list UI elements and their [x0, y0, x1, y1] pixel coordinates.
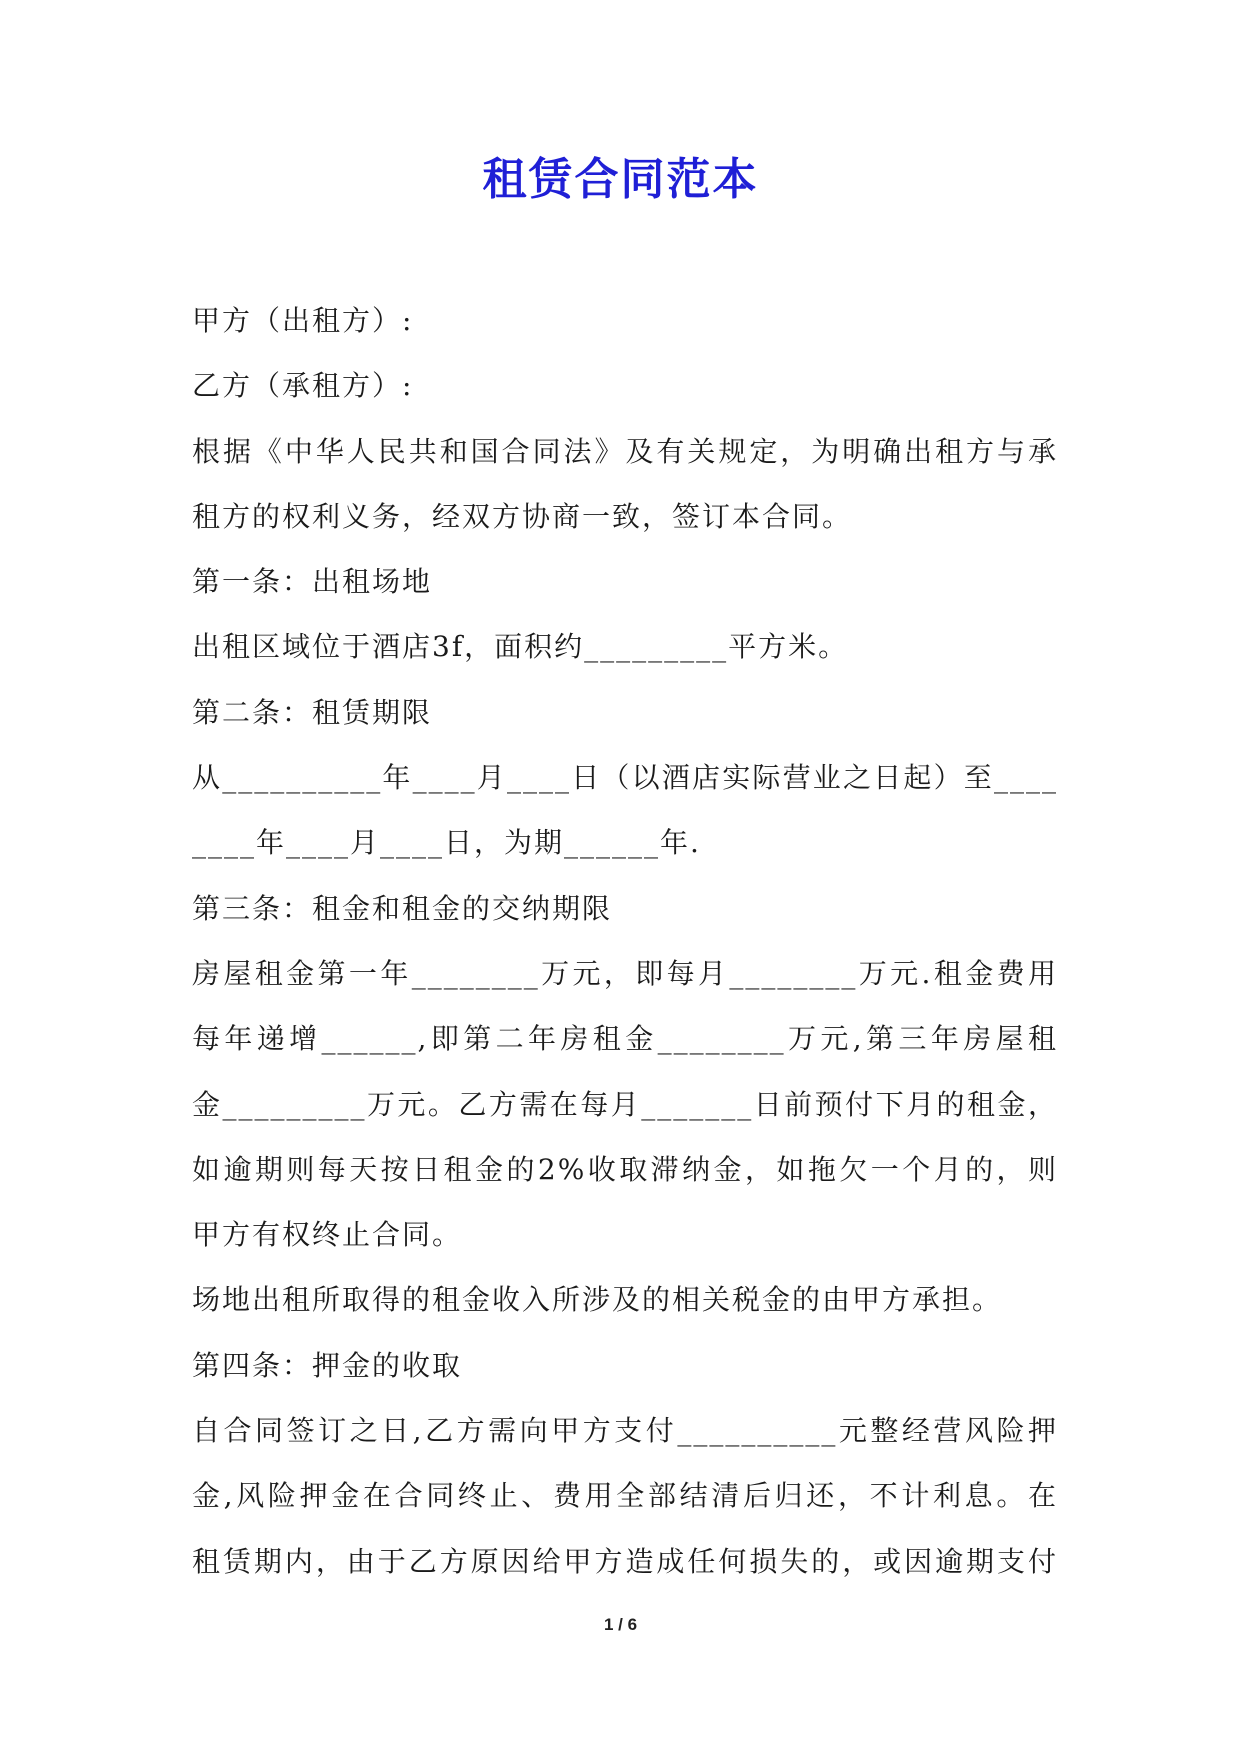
- preamble-line-2: 租方的权利义务，经双方协商一致，签订本合同。: [192, 499, 853, 533]
- party-b-line: 乙方（承租方）:: [192, 369, 414, 403]
- article-4-text-3: 租赁期内，由于乙方原因给甲方造成任何损失的，或因逾期支付: [192, 1544, 1058, 1578]
- article-4-text-1: 自合同签订之日,乙方需向甲方支付__________元整经营风险押: [192, 1414, 1058, 1448]
- article-2-heading: 第二条：租赁期限: [192, 695, 433, 729]
- article-1-text: 出租区域位于酒店3f，面积约_________平方米。: [192, 630, 849, 664]
- article-3-text-2: 每年递增______,即第二年房租金________万元,第三年房屋租: [192, 1022, 1058, 1056]
- article-2-text-2: ____年____月____日，为期______年.: [192, 826, 701, 860]
- article-3-text-3: 金_________万元。乙方需在每月_______日前预付下月的租金，: [192, 1087, 1058, 1121]
- article-4-heading: 第四条：押金的收取: [192, 1348, 463, 1382]
- page-indicator: 1 / 6: [603, 1615, 638, 1634]
- article-3-text-4: 如逾期则每天按日租金的2%收取滞纳金，如拖欠一个月的，则: [192, 1152, 1058, 1186]
- article-3-text-1: 房屋租金第一年________万元，即每月________万元.租金费用: [192, 956, 1058, 990]
- article-2-text-1: 从__________年____月____日（以酒店实际营业之日起）至____: [192, 761, 1058, 795]
- preamble-line-1: 根据《中华人民共和国合同法》及有关规定，为明确出租方与承: [192, 434, 1058, 468]
- document-title: 租赁合同范本: [482, 154, 759, 205]
- document-body: [192, 288, 1058, 1594]
- party-a-line: 甲方（出租方）:: [192, 304, 414, 337]
- article-1-heading: 第一条：出租场地: [192, 565, 433, 599]
- article-3-text-5: 甲方有权终止合同。: [192, 1218, 463, 1252]
- article-4-text-2: 金,风险押金在合同终止、费用全部结清后归还，不计利息。在: [192, 1479, 1058, 1513]
- article-3-tax-line: 场地出租所取得的租金收入所涉及的相关税金的由甲方承担。: [192, 1283, 1003, 1317]
- article-3-heading: 第三条：租金和租金的交纳期限: [192, 891, 613, 925]
